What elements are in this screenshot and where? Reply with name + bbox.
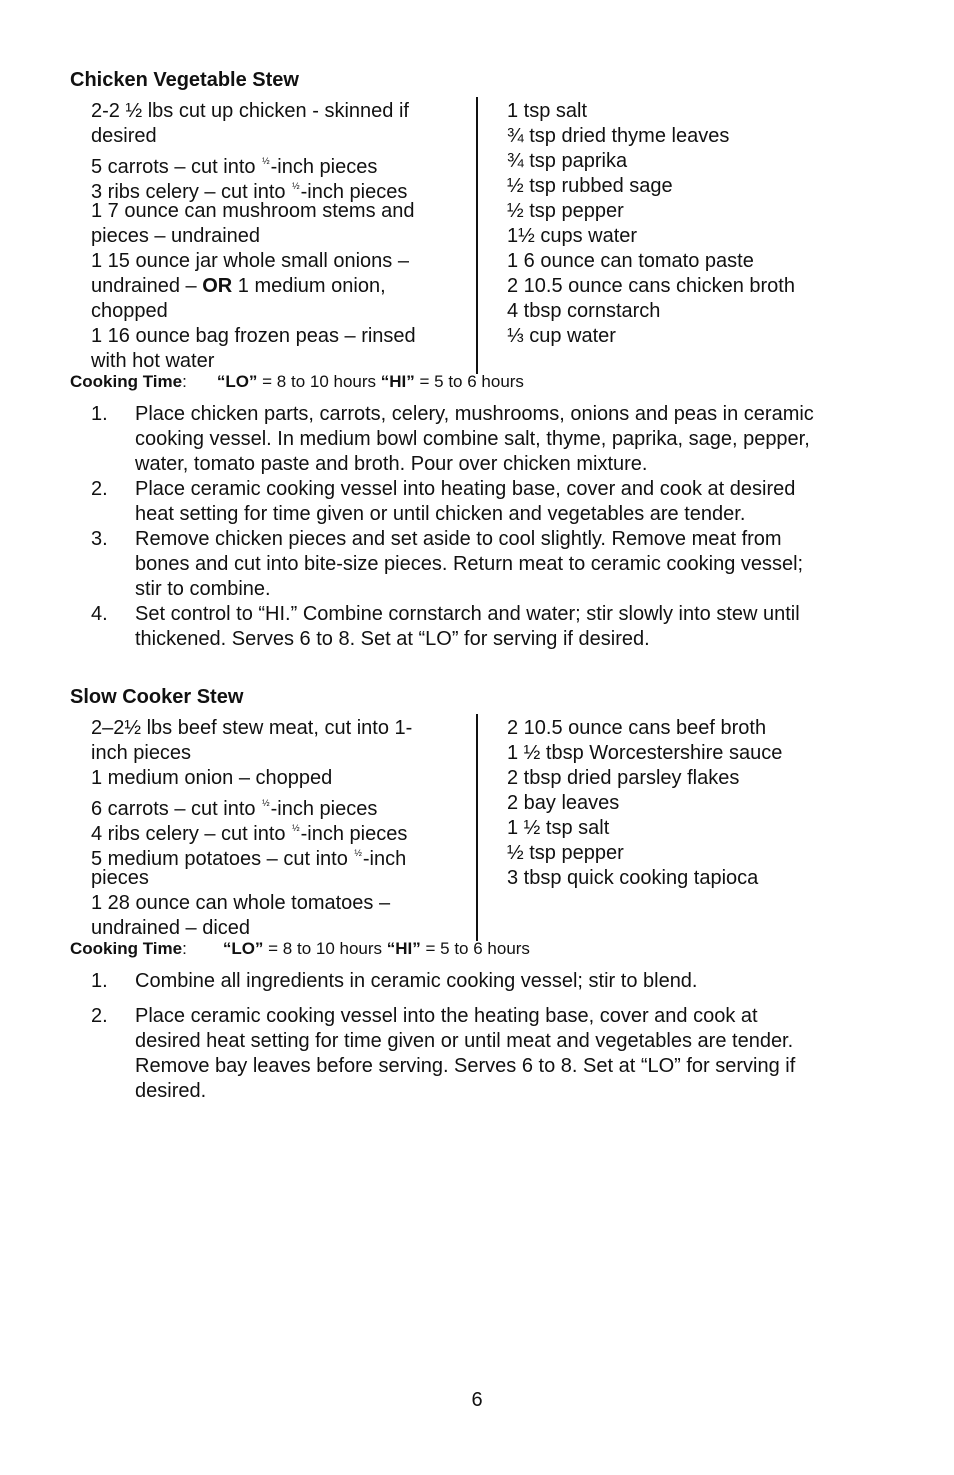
ingredient-text: 1 medium onion – chopped (91, 767, 333, 789)
ingredient-line (91, 124, 471, 149)
ingredient-text: pieces – undrained (91, 225, 261, 247)
ingredient-column-right (507, 99, 887, 349)
cooking-time-label: Cooking Time (70, 939, 183, 958)
ingredient-line (91, 249, 471, 274)
lo-label: “LO” (222, 939, 264, 958)
ingredient-line: 2 tbsp dried parsley flakes (507, 767, 740, 789)
ingredient-line (91, 891, 471, 916)
ingredient-line (91, 324, 471, 349)
step-text-line: Place ceramic cooking vessel into the heating base, cover and cook at (135, 1005, 758, 1027)
hi-label: “HI” (386, 939, 421, 958)
fraction-superscript: ½ (262, 798, 270, 808)
fraction-superscript: ½ (292, 823, 300, 833)
ingredient-emphasis: OR (202, 275, 233, 297)
cooking-time (70, 939, 530, 959)
ingredient-line (91, 199, 471, 224)
ingredient-text: 6 carrots – cut into (91, 798, 262, 820)
step-text-line: Place ceramic cooking vessel into heating base, cover and cook at desired (135, 478, 796, 500)
lo-label: “LO” (216, 372, 258, 391)
ingredient-column-left (91, 716, 471, 941)
ingredient-text: -inch pieces (300, 181, 408, 203)
ingredient-line: 1 ½ tsp salt (507, 817, 610, 839)
ingredient-line (91, 274, 471, 299)
ingredient-line: 2 10.5 ounce cans chicken broth (507, 275, 795, 297)
step-number: 2. (91, 478, 108, 500)
step-number: 2. (91, 1005, 108, 1027)
ingredient-line: 3 tbsp quick cooking tapioca (507, 867, 759, 889)
instruction-step (91, 527, 891, 602)
ingredient-line: ½ tsp rubbed sage (507, 175, 673, 197)
ingredient-text: 5 medium potatoes – cut into (91, 848, 354, 870)
ingredient-text: 1 15 ounce jar whole small onions – (91, 250, 409, 272)
ingredient-text: 1 16 ounce bag frozen peas – rinsed (91, 325, 416, 347)
ingredient-text: 1 7 ounce can mushroom stems and (91, 200, 415, 222)
ingredient-line: 1½ cups water (507, 225, 638, 247)
ingredient-line: 1 ½ tbsp Worcestershire sauce (507, 742, 783, 764)
ingredient-column-left (91, 99, 471, 374)
hi-label: “HI” (380, 372, 415, 391)
ingredient-text: 1 28 ounce can whole tomatoes – (91, 892, 391, 914)
ingredient-text: -inch (362, 848, 407, 870)
step-text-line: Place chicken parts, carrots, celery, mushrooms, onions and peas in ceramic (135, 403, 814, 425)
ingredient-line: 1 tsp salt (507, 100, 588, 122)
ingredient-line: ⅓ cup water (507, 325, 616, 347)
step-text-line: thickened. Serves 6 to 8. Set at “LO” for serving if desired. (135, 628, 650, 650)
ingredient-text: 4 ribs celery – cut into (91, 823, 292, 845)
cooking-time-colon: : (182, 939, 187, 958)
ingredient-line (91, 716, 471, 741)
ingredient-text: undrained – diced (91, 917, 251, 939)
ingredient-line: 1 6 ounce can tomato paste (507, 250, 754, 272)
ingredient-line: ¾ tsp paprika (507, 150, 628, 172)
ingredient-text: inch pieces (91, 742, 192, 764)
fraction-superscript: ½ (292, 181, 300, 191)
ingredient-text: 5 carrots – cut into (91, 156, 262, 178)
ingredient-line: 4 tbsp cornstarch (507, 300, 661, 322)
step-text-line: Remove chicken pieces and set aside to cool slightly. Remove meat from (135, 528, 782, 550)
lo-time: = 8 to 10 hours (263, 939, 387, 958)
instruction-steps (91, 402, 891, 652)
ingredient-line: ½ tsp pepper (507, 200, 624, 222)
ingredient-text: -inch pieces (270, 798, 378, 820)
fraction-superscript: ½ (354, 848, 362, 858)
ingredient-text: with hot water (91, 350, 215, 372)
instruction-steps (91, 969, 891, 1104)
ingredient-text: desired (91, 125, 157, 147)
ingredient-line: ¾ tsp dried thyme leaves (507, 125, 730, 147)
step-text-line: Set control to “HI.” Combine cornstarch and water; stir slowly into stew until (135, 603, 800, 625)
ingredient-text: 3 ribs celery – cut into (91, 181, 292, 203)
cooking-time-label: Cooking Time (70, 372, 183, 391)
hi-time: = 5 to 6 hours (414, 372, 524, 391)
ingredient-line (91, 224, 471, 249)
ingredient-line (91, 174, 471, 203)
ingredient-line (91, 299, 471, 324)
instruction-step (91, 402, 891, 477)
instruction-step (91, 477, 891, 527)
step-text-line: heat setting for time given or until chicken and vegetables are tender. (135, 503, 746, 525)
ingredient-text: 2–2½ lbs beef stew meat, cut into 1- (91, 717, 413, 739)
ingredient-line (91, 916, 471, 941)
step-text-line: cooking vessel. In medium bowl combine salt, thyme, paprika, sage, pepper, (135, 428, 810, 450)
lo-time: = 8 to 10 hours (257, 372, 381, 391)
ingredient-line (91, 741, 471, 766)
step-number: 3. (91, 528, 108, 550)
step-text-line: desired heat setting for time given or until meat and vegetables are tender. (135, 1030, 794, 1052)
step-text-line: bones and cut into bite-size pieces. Return meat to ceramic cooking vessel; (135, 553, 804, 575)
ingredient-line (91, 766, 471, 791)
step-number: 4. (91, 603, 108, 625)
cooking-time-colon: : (182, 372, 187, 391)
ingredient-line (91, 149, 471, 178)
ingredient-line (91, 841, 471, 870)
ingredient-line (91, 349, 471, 374)
column-divider (476, 714, 478, 941)
ingredient-text: 2-2 ½ lbs cut up chicken - skinned if (91, 100, 409, 122)
step-text-line: Remove bay leaves before serving. Serves 6 to 8. Set at “LO” for serving if (135, 1055, 796, 1077)
step-text-line: Combine all ingredients in ceramic cooking vessel; stir to blend. (135, 970, 698, 992)
ingredient-line (91, 791, 471, 820)
ingredient-column-right (507, 716, 887, 891)
cooking-time (70, 372, 524, 392)
ingredient-text: undrained – (91, 275, 203, 297)
hi-time: = 5 to 6 hours (420, 939, 530, 958)
step-number: 1. (91, 403, 108, 425)
step-text-line: desired. (135, 1080, 207, 1102)
recipe-title: Chicken Vegetable Stew (70, 69, 299, 91)
column-divider (476, 97, 478, 374)
ingredient-text: -inch pieces (300, 823, 408, 845)
ingredient-line: ½ tsp pepper (507, 842, 624, 864)
step-number: 1. (91, 970, 108, 992)
step-text-line: water, tomato paste and broth. Pour over chicken mixture. (135, 453, 648, 475)
ingredient-line (91, 99, 471, 124)
ingredient-text: chopped (91, 300, 168, 322)
page-number: 6 (471, 1389, 483, 1411)
step-text-line: stir to combine. (135, 578, 271, 600)
ingredient-text: pieces (91, 867, 149, 889)
instruction-step (91, 602, 891, 652)
ingredient-line: 2 10.5 ounce cans beef broth (507, 717, 767, 739)
instruction-step (91, 1004, 891, 1104)
instruction-step (91, 969, 891, 994)
ingredient-text: -inch pieces (270, 156, 378, 178)
fraction-superscript: ½ (262, 156, 270, 166)
ingredient-text: 1 medium onion, (232, 275, 386, 297)
ingredient-line: 2 bay leaves (507, 792, 620, 814)
ingredient-line (91, 816, 471, 845)
recipe-title: Slow Cooker Stew (70, 686, 244, 708)
